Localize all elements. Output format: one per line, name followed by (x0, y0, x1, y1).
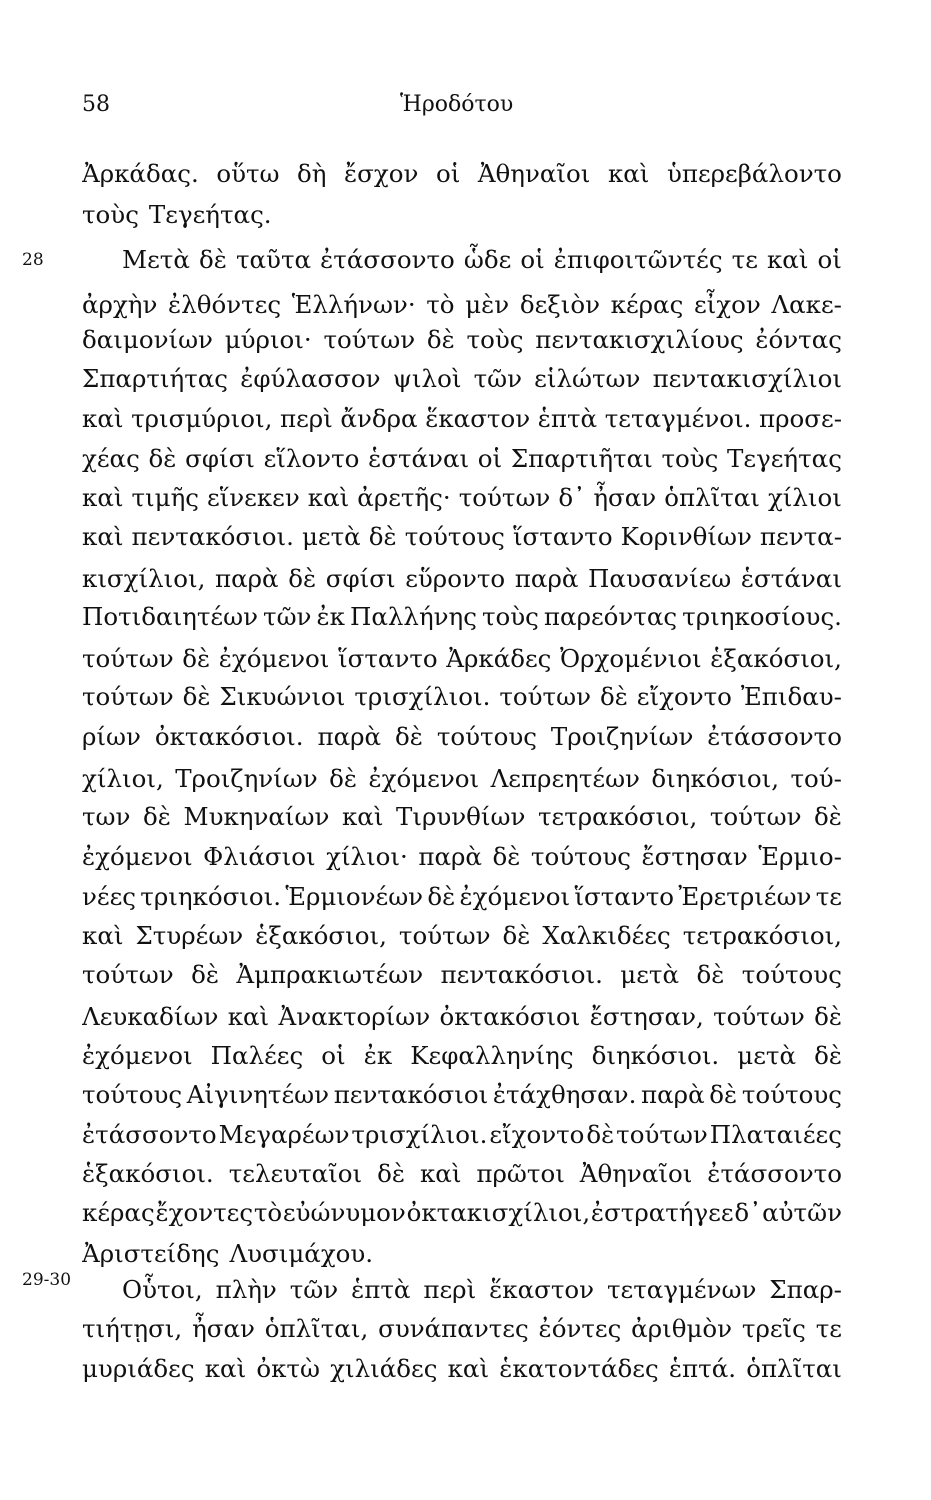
text-line: ἀρχὴν ἐλθόντες Ἑλλήνων· τὸ μὲν δεξιὸν κέρας εἶχον Λακε- (82, 290, 842, 319)
text-line: τούτων δὲ ἐχόμενοι ἵσταντο Ἀρκάδες Ὀρχομένιοι ἑξακόσιοι, (82, 644, 842, 673)
text-line: κισχίλιοι, παρὰ δὲ σφίσι εὕροντο παρὰ Παυσανίεω ἑστάναι (82, 564, 842, 593)
text-line: τούτων δὲ Ἀμπρακιωτέων πεντακόσιοι. μετὰ δὲ τούτους (82, 960, 842, 989)
text-line: τιήτῃσι, ἦσαν ὁπλῖται, συνάπαντες ἐόντες ἀριθμὸν τρεῖς τε (82, 1314, 842, 1343)
text-line: Λευκαδίων καὶ Ἀνακτορίων ὀκτακόσιοι ἔστησαν, τούτων δὲ (82, 1002, 842, 1031)
text-line: Οὗτοι, πλὴν τῶν ἑπτὰ περὶ ἕκαστον τεταγμένων Σπαρ- (122, 1275, 842, 1304)
text-line: χίλιοι, Τροιζηνίων δὲ ἐχόμενοι Λεπρεητέων διηκόσιοι, τού- (82, 764, 842, 793)
text-line: Ἀριστείδης Λυσιμάχου. (82, 1239, 374, 1268)
text-line: καὶ τιμῆς εἵνεκεν καὶ ἀρετῆς· τούτων δ᾽ ἦσαν ὁπλῖται χίλιοι (82, 483, 842, 512)
text-line: Μετὰ δὲ ταῦτα ἐτάσσοντο ὧδε οἱ ἐπιφοιτῶντές τε καὶ οἱ (122, 245, 842, 274)
text-line: Ἀρκάδας. οὕτω δὴ ἔσχον οἱ Ἀθηναῖοι καὶ ὑπερεβάλοντο (82, 159, 842, 188)
text-line: τοὺς Τεγεήτας. (82, 200, 272, 229)
text-line: των δὲ Μυκηναίων καὶ Τιρυνθίων τετρακόσιοι, τούτων δὲ (82, 802, 842, 831)
text-line: κέρας ἔχοντες τὸ εὐώνυμον ὀκτακισχίλιοι, ἐστρατήγεε δ᾽ αὐτῶν (82, 1198, 842, 1227)
section-number-28: 28 (22, 250, 44, 270)
text-line: καὶ Στυρέων ἑξακόσιοι, τούτων δὲ Χαλκιδέες τετρακόσιοι, (82, 921, 842, 950)
text-line: καὶ τρισμύριοι, περὶ ἄνδρα ἕκαστον ἑπτὰ τεταγμένοι. προσε- (82, 404, 842, 433)
text-line: ἐχόμενοι Φλιάσιοι χίλιοι· παρὰ δὲ τούτους ἔστησαν Ἑρμιο- (82, 842, 842, 871)
text-line: χέας δὲ σφίσι εἵλοντο ἑστάναι οἱ Σπαρτιῆται τοὺς Τεγεήτας (82, 444, 842, 473)
text-line: Σπαρτιήτας ἐφύλασσον ψιλοὶ τῶν εἱλώτων πεντακισχίλιοι (82, 364, 842, 393)
text-line: νέες τριηκόσιοι. Ἑρμιονέων δὲ ἐχόμενοι ἵσταντο Ἐρετριέων τε (82, 882, 842, 911)
text-line: Ποτιδαιητέων τῶν ἐκ Παλλήνης τοὺς παρεόντας τριηκοσίους. (82, 602, 842, 631)
text-line: τούτων δὲ Σικυώνιοι τρισχίλιοι. τούτων δὲ εἴχοντο Ἐπιδαυ- (82, 682, 842, 711)
running-title: Ἡροδότου (400, 92, 514, 117)
page-number: 58 (82, 92, 110, 117)
text-line: μυριάδες καὶ ὀκτὼ χιλιάδες καὶ ἑκατοντάδες ἑπτά. ὁπλῖται (82, 1354, 842, 1383)
text-line: ἐτάσσοντο Μεγαρέων τρισχίλιοι. εἴχοντο δὲ τούτων Πλαταιέες (82, 1120, 842, 1149)
text-line: ἑξακόσιοι. τελευταῖοι δὲ καὶ πρῶτοι Ἀθηναῖοι ἐτάσσοντο (82, 1159, 842, 1188)
section-number-29-30: 29-30 (22, 1270, 72, 1290)
text-line: ἐχόμενοι Παλέες οἱ ἐκ Κεφαλληνίης διηκόσιοι. μετὰ δὲ (82, 1041, 842, 1070)
text-line: δαιμονίων μύριοι· τούτων δὲ τοὺς πεντακισχιλίους ἐόντας (82, 325, 842, 354)
text-line: καὶ πεντακόσιοι. μετὰ δὲ τούτους ἵσταντο Κορινθίων πεντα- (82, 522, 842, 551)
page-header (0, 92, 931, 124)
text-line: τούτους Αἰγινητέων πεντακόσιοι ἐτάχθησαν. παρὰ δὲ τούτους (82, 1080, 842, 1109)
text-line: ρίων ὀκτακόσιοι. παρὰ δὲ τούτους Τροιζηνίων ἐτάσσοντο (82, 722, 842, 751)
